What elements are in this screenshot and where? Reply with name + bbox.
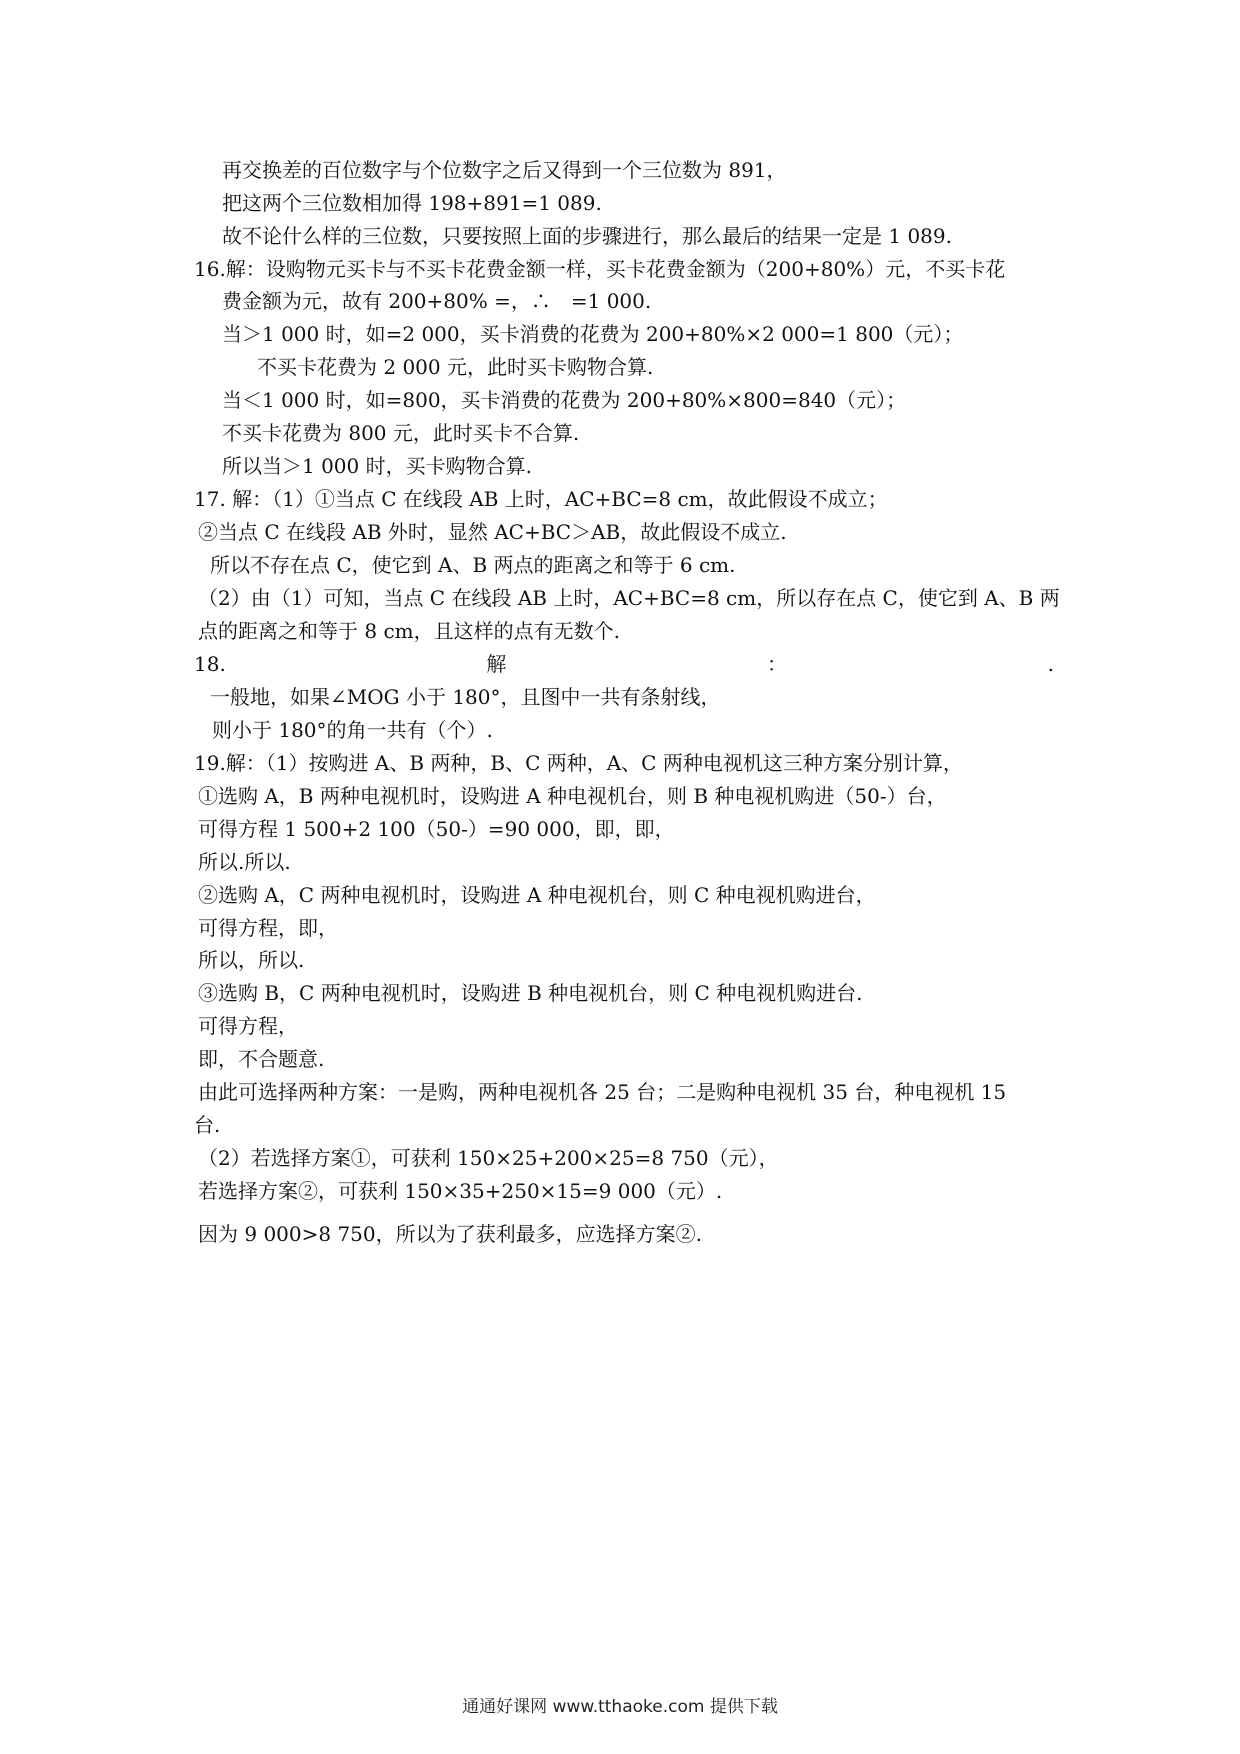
- text-line: 因为 9 000>8 750，所以为了获利最多，应选择方案②.: [198, 1222, 702, 1246]
- question-solve-word: 解: [486, 652, 507, 676]
- question-number: 18.: [194, 652, 226, 676]
- text-line: 由此可选择两种方案：一是购，两种电视机各 25 台；二是购种电视机 35 台，种电视机 15: [198, 1080, 1007, 1104]
- text-line: 不买卡花费为 800 元，此时买卡不合算.: [222, 421, 580, 445]
- text-line: 再交换差的百位数字与个位数字之后又得到一个三位数为 891，: [222, 158, 787, 182]
- text-line: 若选择方案②，可获利 150×35+250×15=9 000（元）.: [198, 1179, 723, 1203]
- text-line: 17. 解：（1）①当点 C 在线段 AB 上时，AC+BC=8 cm，故此假设不成立；: [194, 487, 888, 511]
- text-line: 台.: [194, 1113, 221, 1137]
- text-line: 所以，所以.: [198, 948, 305, 972]
- text-line: 费金额为元，故有 200+80% =，∴ =1 000.: [222, 289, 652, 313]
- text-line: 故不论什么样的三位数，只要按照上面的步骤进行，那么最后的结果一定是 1 089.: [222, 224, 952, 248]
- page-footer: 通通好课网 www.tthaoke.com 提供下载: [462, 1697, 778, 1717]
- question-colon: ：: [767, 652, 788, 676]
- text-line: 点的距离之和等于 8 cm，且这样的点有无数个.: [198, 619, 620, 643]
- text-line: 当＜1 000 时，如=800，买卡消费的花费为 200+80%×800=840（元）；: [222, 388, 907, 412]
- text-line: 一般地，如果∠MOG 小于 180°，且图中一共有条射线，: [210, 685, 721, 709]
- text-line: 可得方程 1 500+2 100（50-）=90 000，即，即，: [198, 817, 675, 841]
- text-line: 当＞1 000 时，如=2 000，买卡消费的花费为 200+80%×2 000=1 800（元）；: [222, 322, 964, 346]
- text-line: ②选购 A，C 两种电视机时，设购进 A 种电视机台，则 C 种电视机购进台，: [198, 883, 876, 907]
- text-line: 可得方程，: [198, 1014, 298, 1038]
- text-line: 19.解：（1）按购进 A、B 两种，B、C 两种，A、C 两种电视机这三种方案分别计算，: [194, 751, 963, 775]
- question-18-header: [194, 650, 1054, 678]
- text-line: 把这两个三位数相加得 198+891=1 089.: [222, 191, 602, 215]
- text-line: 则小于 180°的角一共有（个）.: [212, 718, 493, 742]
- text-line: （2）若选择方案①，可获利 150×25+200×25=8 750（元），: [198, 1146, 779, 1170]
- text-line: 所以不存在点 C，使它到 A、B 两点的距离之和等于 6 cm.: [210, 553, 736, 577]
- text-line: ①选购 A，B 两种电视机时，设购进 A 种电视机台，则 B 种电视机购进（50-）台，: [198, 784, 947, 808]
- text-line: （2）由（1）可知，当点 C 在线段 AB 上时，AC+BC=8 cm，所以存在点 C，使它到 A、B 两: [198, 586, 1060, 610]
- text-line: 16.解：设购物元买卡与不买卡花费金额一样，买卡花费金额为（200+80%）元，不买卡花: [194, 257, 1006, 281]
- text-line: 不买卡花费为 2 000 元，此时买卡购物合算.: [257, 355, 654, 379]
- text-line: 即，不合题意.: [198, 1047, 325, 1071]
- text-line: ③选购 B，C 两种电视机时，设购进 B 种电视机台，则 C 种电视机购进台.: [198, 981, 863, 1005]
- text-line: 所以.所以.: [198, 850, 291, 874]
- question-period: .: [1047, 652, 1054, 676]
- text-line: ②当点 C 在线段 AB 外时，显然 AC+BC＞AB，故此假设不成立.: [198, 520, 787, 544]
- text-line: 可得方程，即，: [198, 916, 338, 940]
- text-line: 所以当＞1 000 时，买卡购物合算.: [222, 454, 532, 478]
